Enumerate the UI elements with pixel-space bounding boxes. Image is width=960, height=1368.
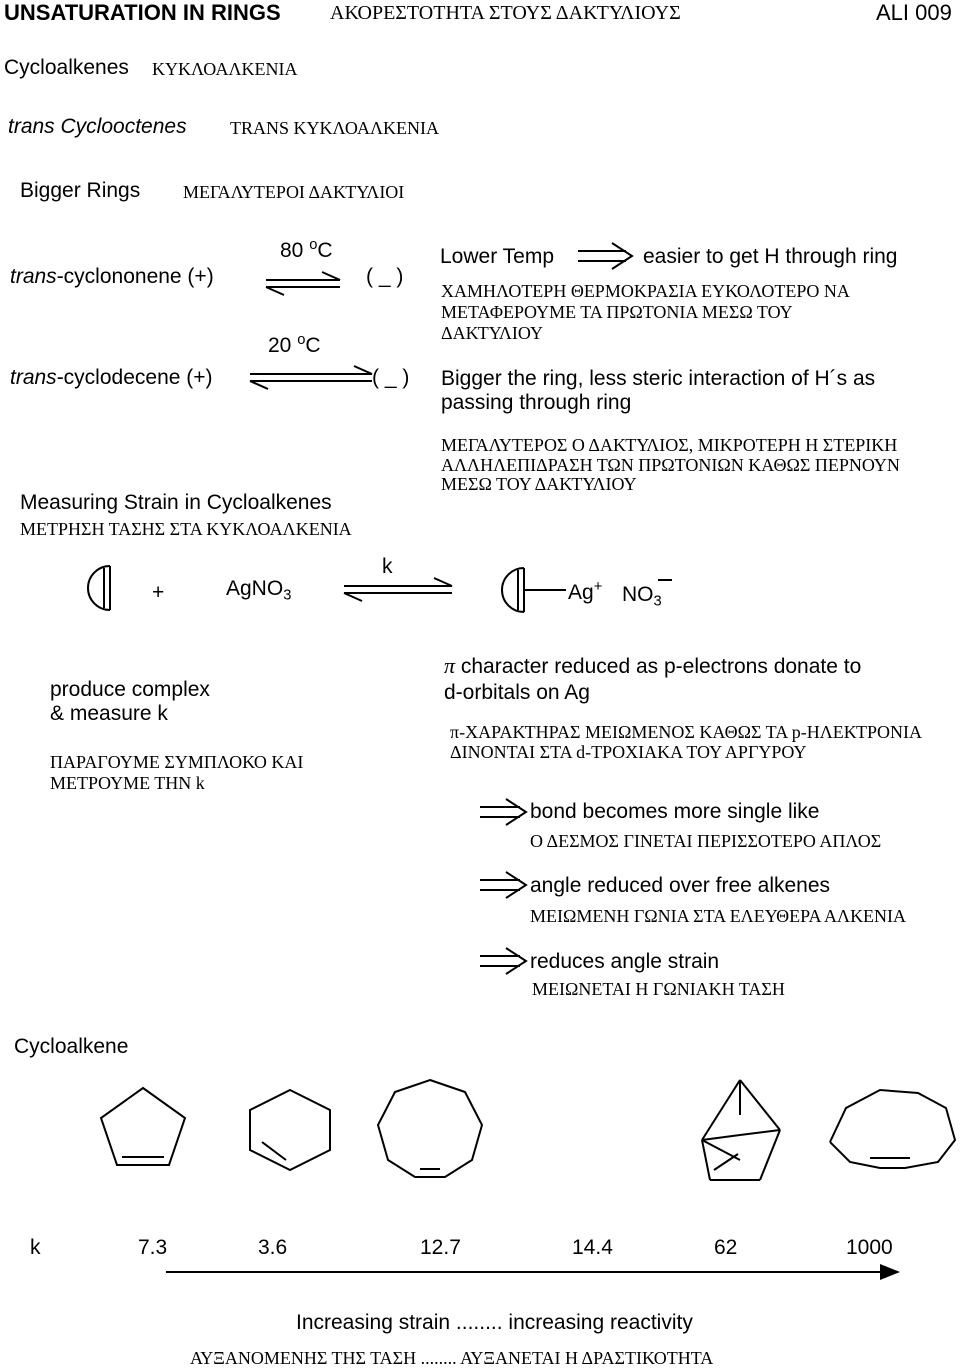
- equilibrium-1-product: ( _ ): [366, 265, 404, 288]
- measuring-title: Measuring Strain in Cycloalkenes: [20, 491, 332, 514]
- produce-complex-greek-1: ΠΑΡΑΓΟΥΜΕ ΣΥΜΠΛΟΚΟ ΚΑΙ: [50, 752, 304, 772]
- equilibrium-1-temperature: 80 $^o$C: [280, 236, 333, 262]
- note-lower-temp-greek-2: ΜΕΤΑΦΕΡΟΥΜΕ ΤΑ ΠΡΩΤΟΝΙΑ ΜΕΣΩ ΤΟΥ: [441, 302, 793, 322]
- k-value-trans-cyclooctene: 1000: [846, 1236, 893, 1259]
- note-lower-temp: Lower Temp: [440, 245, 555, 268]
- note-bigger-ring-greek-1: ΜΕΓΑΛΥΤΕΡΟΣ Ο ΔΑΚΤΥΛΙΟΣ, ΜΙΚΡΟΤΕΡΗ Η ΣΤΕΡΙΚΗ: [441, 435, 898, 455]
- angle-reduced-greek: ΜΕΙΩΜΕΝΗ ΓΩΝΙΑ ΣΤΑ ΕΛΕΥΘΕΡΑ ΑΛΚΕΝΙΑ: [530, 906, 907, 926]
- angle-strain-greek: ΜΕΙΩΝΕΤΑΙ Η ΓΩΝΙΑΚΗ ΤΑΣΗ: [532, 979, 785, 999]
- document-code: ALI 009: [876, 0, 952, 25]
- equilibrium-constant-k: k: [382, 555, 393, 578]
- reagent-agno3: AgNO$_3$: [226, 577, 292, 604]
- plus-sign: +: [152, 581, 165, 604]
- k-value-cyclohexene: 3.6: [258, 1236, 288, 1259]
- pi-character-greek-1: π-ΧΑΡΑΚΤΗΡΑΣ ΜΕΙΩΜΕΝΟΣ ΚΑΘΩΣ ΤΑ p-ΗΛΕΚΤΡΟΝΙΑ: [450, 722, 922, 742]
- increasing-strain: Increasing strain ........ increasing reactivity: [296, 1311, 693, 1334]
- equilibrium-2-product: ( _ ): [372, 366, 410, 389]
- nitrate-ion: $NO_3$: [622, 583, 662, 610]
- produce-complex-2: & measure k: [50, 702, 168, 725]
- k-value-norbornene: 62: [714, 1236, 738, 1259]
- equilibrium-1-reactant: trans-cyclononene (+): [10, 265, 214, 288]
- pi-character-greek-2: ΔΙΝΟΝΤΑΙ ΣΤΑ d-ΤΡΟΧΙΑΚΑ ΤΟΥ ΑΡΓΥΡΟΥ: [450, 742, 807, 762]
- heading-cycloalkenes: Cycloalkenes: [4, 56, 129, 79]
- equilibrium-2-reactant: trans-cyclodecene (+): [10, 366, 213, 389]
- silver-ion: Ag+: [568, 578, 603, 604]
- bond-single-like-greek: Ο ΔΕΣΜΟΣ ΓΙΝΕΤΑΙ ΠΕΡΙΣΣΟΤΕΡΟ ΑΠΛΟΣ: [530, 831, 882, 851]
- equilibrium-2-temperature: 20 $^o$C: [268, 331, 321, 357]
- heading-cycloalkenes-greek: ΚΥΚΛΟΑΛΚΕΝΙΑ: [152, 59, 298, 79]
- pi-character-1: π character reduced as p-electrons donate to: [444, 653, 862, 678]
- k-value-cyclopentene: 7.3: [138, 1236, 168, 1259]
- measuring-title-greek: ΜΕΤΡΗΣΗ ΤΑΣΗΣ ΣΤΑ ΚΥΚΛΟΑΛΚΕΝΙΑ: [20, 519, 352, 539]
- heading-trans-cyclooctenes-greek: TRANS ΚΥΚΛΟΑΛΚΕΝΙΑ: [230, 118, 439, 138]
- note-bigger-ring-1: Bigger the ring, less steric interaction of H´s as: [441, 367, 876, 390]
- produce-complex-1: produce complex: [50, 678, 210, 701]
- note-lower-temp-greek-3: ΔΑΚΤΥΛΙΟΥ: [441, 323, 543, 343]
- produce-complex-greek-2: ΜΕΤΡΟΥΜΕ ΤΗΝ k: [50, 773, 205, 793]
- note-bigger-ring-2: passing through ring: [441, 391, 632, 414]
- heading-trans-cyclooctenes: trans Cyclooctenes: [8, 115, 187, 138]
- increasing-strain-greek: ΑΥΞΑΝΟΜΕΝΗΣ ΤΗΣ ΤΑΣΗ ........ ΑΥΞΑΝΕΤΑΙ Η ΔΡΑΣΤΙΚΟΤΗΤΑ: [190, 1348, 714, 1368]
- note-easier-h: easier to get H through ring: [643, 245, 898, 268]
- note-bigger-ring-greek-2: ΑΛΛΗΛΕΠΙΔΡΑΣΗ ΤΩΝ ΠΡΩΤΟΝΙΩΝ ΚΑΘΩΣ ΠΕΡΝΟΥΝ: [441, 455, 900, 475]
- page-title: UNSATURATION IN RINGS: [4, 0, 281, 25]
- angle-reduced: angle reduced over free alkenes: [530, 874, 831, 897]
- note-lower-temp-greek-1: ΧΑΜΗΛΟΤΕΡΗ ΘΕΡΜΟΚΡΑΣΙΑ ΕΥΚΟΛΟΤΕΡΟ ΝΑ: [441, 281, 850, 301]
- cycloalkene-label: Cycloalkene: [14, 1035, 129, 1058]
- heading-bigger-rings-greek: ΜΕΓΑΛΥΤΕΡΟΙ ΔΑΚΤΥΛΙΟΙ: [183, 182, 405, 202]
- page-title-greek: ΑΚΟΡΕΣΤΟΤΗΤΑ ΣΤΟΥΣ ΔΑΚΤΥΛΙΟΥΣ: [330, 2, 681, 24]
- k-label: k: [30, 1236, 41, 1259]
- bond-single-like: bond becomes more single like: [530, 800, 820, 823]
- angle-strain: reduces angle strain: [530, 950, 720, 973]
- k-value-cyclooctene: 14.4: [572, 1236, 613, 1259]
- note-bigger-ring-greek-3: ΜΕΣΩ ΤΟΥ ΔΑΚΤΥΛΙΟΥ: [441, 474, 637, 494]
- pi-character-2: d-orbitals on Ag: [444, 681, 590, 704]
- k-value-cycloheptene: 12.7: [420, 1236, 461, 1259]
- heading-bigger-rings: Bigger Rings: [20, 179, 141, 202]
